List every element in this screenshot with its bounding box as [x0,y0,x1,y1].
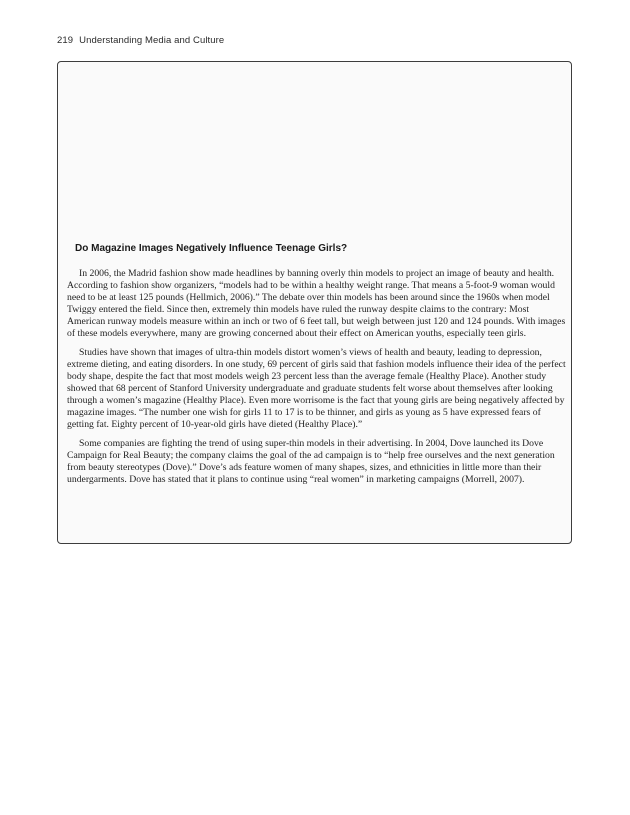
paragraph: In 2006, the Madrid fashion show made headlines by banning overly thin models to project an image of beauty and health. According to fashion show organizers, “models had to be within a healthy weight range. That means a 5-foot-9 woman would need to be at least 125 pounds (Hellmich, 2006).” The debate over thin models has been around since the 1960s when model Twiggy entered the field. Since then, extremely thin models have ruled the runway despite claims to the contrary: Most American runway models measure within an inch or two of 6 feet tall, but weigh between just 120 and 124 pounds. With images of these models everywhere, many are growing concerned about their effect on American youths, especially teen girls. [67,268,566,339]
sidebar-feature-box [57,61,572,544]
feature-box-body [67,268,567,486]
running-header [57,35,224,46]
figure-placeholder [58,62,571,242]
paragraph: Studies have shown that images of ultra-thin models distort women’s views of health and beauty, leading to depression, extreme dieting, and eating disorders. In one study, 69 percent of girls said that fashion models influence their idea of the perfect body shape, despite the fact that most models weigh 23 percent less than the average female (Healthy Place). Another study showed that 68 percent of Stanford University undergraduate and graduate students felt worse about themselves after looking through a women’s magazine (Healthy Place). Even more worrisome is the fact that young girls are being negatively affected by magazine images. “The number one wish for girls 11 to 17 is to be thinner, and girls as young as 5 have expressed fears of getting fat. Eighty percent of 10-year-old girls have dieted (Healthy Place).” [67,347,566,430]
feature-box-heading: Do Magazine Images Negatively Influence Teenage Girls? [75,243,348,254]
book-title: Understanding Media and Culture [79,35,225,46]
paragraph: Some companies are fighting the trend of using super-thin models in their advertising. In 2004, Dove launched its Dove Campaign for Real Beauty; the company claims the goal of the ad campaign is to “help free ourselves and the next generation from beauty stereotypes (Dove).” Dove’s ads feature women of many shapes, sizes, and ethnicities in little more than their undergarments. Dove has stated that it plans to continue using “real women” in marketing campaigns (Morrell, 2007). [67,438,555,485]
page-number: 219 [57,35,74,46]
